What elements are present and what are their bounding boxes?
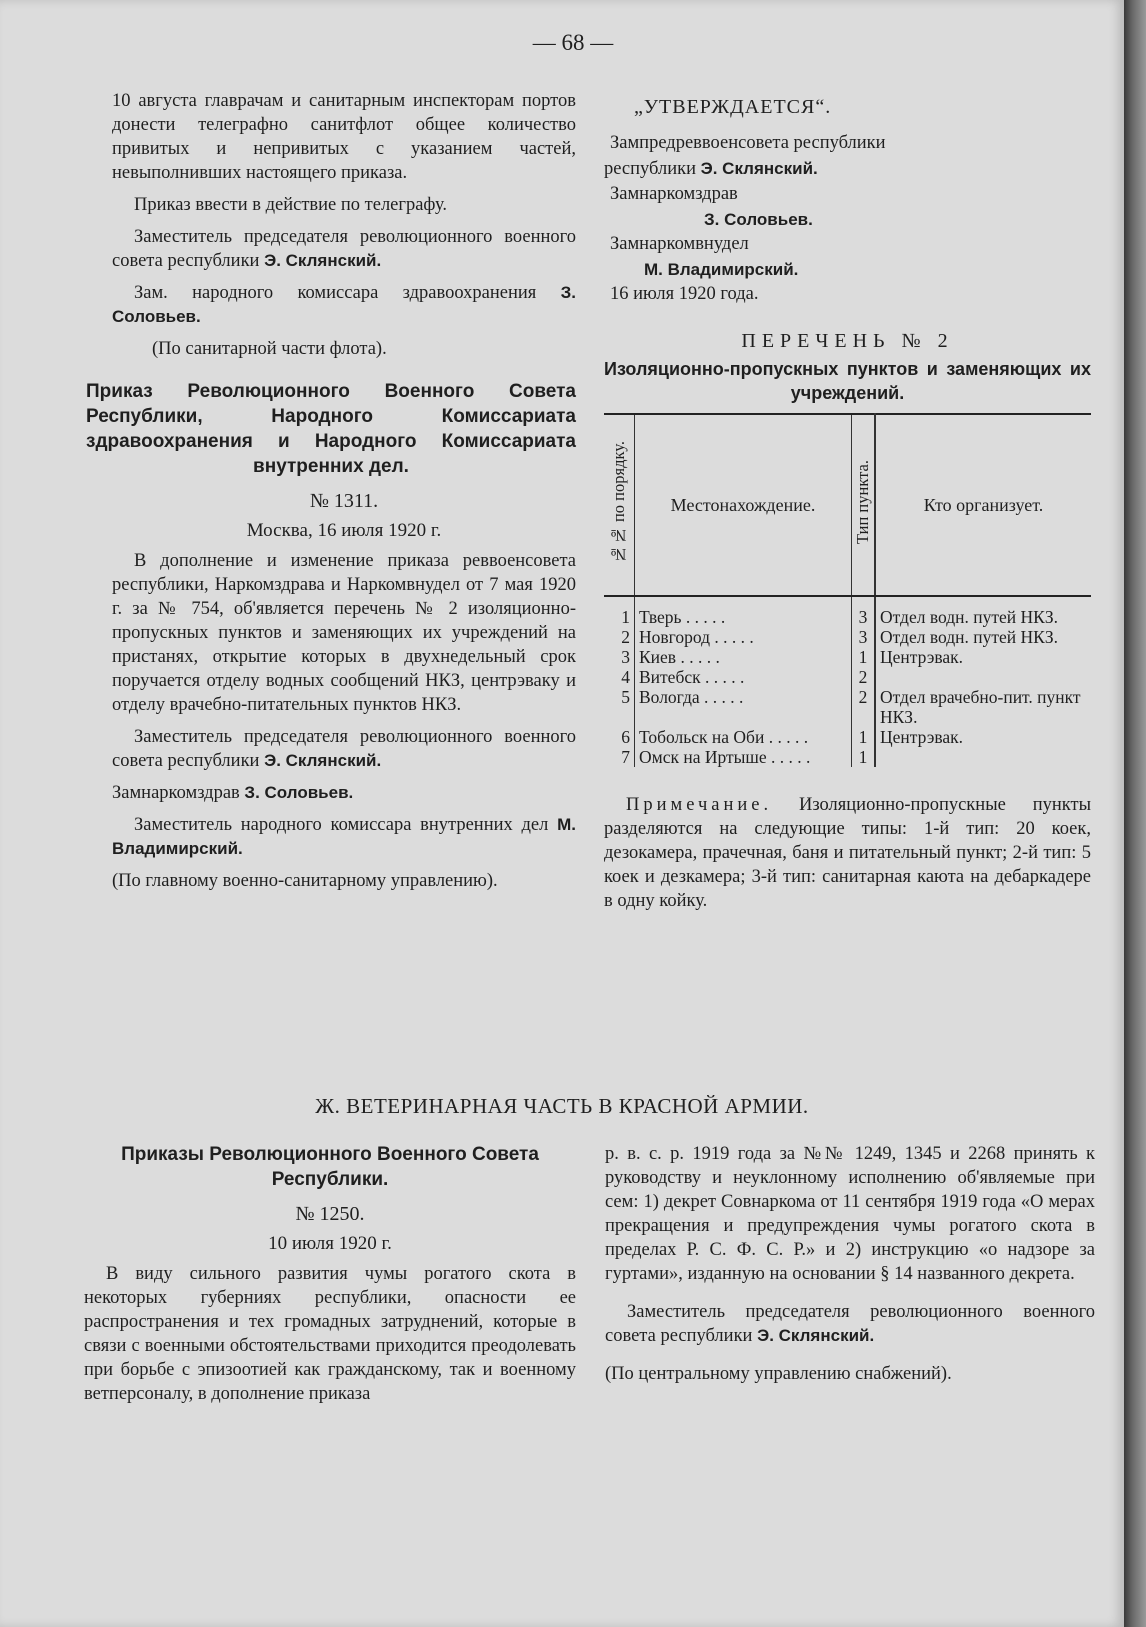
paragraph: 10 августа главрачам и санитарным инспекторам портов донести телеграфно санитфлот общее количество привитых и непривитых с указанием частей, невыполнивших настоящего приказа. — [112, 91, 576, 183]
paragraph: Приказ ввести в действие по телеграфу. — [134, 195, 447, 215]
table-row — [604, 596, 1091, 627]
signature-line: Заместитель народного комиссара внутренних дел М. Владимирский. — [112, 815, 576, 858]
cell-number: 4 — [604, 667, 635, 687]
table-note: Примечание. Изоляционно-пропускные пункты разделяются на следующие типы: 1-й тип: 20 коек, дезокамера, прачечная, баня и питательный пункт; 2-й тип: 5 коек и дезкамера; 3-й тип: санитарная каюта на дебаркадере в одну койку. — [604, 795, 1091, 911]
list-title: ПЕРЕЧЕНЬ № 2 — [741, 330, 954, 352]
signature-line: Заместитель председателя революционного военного совета республики Э. Склянский. — [112, 727, 576, 771]
cell-type: 2 — [852, 667, 876, 687]
order-number: № 1311. — [309, 490, 379, 512]
page-edge-shadow — [1124, 0, 1146, 1627]
signature-line: республики Э. Склянский. — [604, 159, 818, 179]
cell-type: 3 — [852, 596, 876, 627]
signature-name: З. Соловьев. — [704, 210, 813, 229]
cell-number: 5 — [604, 687, 635, 727]
cell-organizer: Центрэвак. — [880, 647, 964, 667]
cell-type: 2 — [852, 687, 876, 727]
points-table — [604, 413, 1091, 767]
cell-organizer: Отдел водн. путей НКЗ. — [880, 607, 1058, 627]
cell-number: 2 — [604, 627, 635, 647]
table-row — [604, 727, 1091, 747]
signature-title: Замнаркомздрав — [610, 184, 738, 204]
signature-name: Э. Склянский. — [700, 159, 818, 178]
paragraph: В виду сильного развития чумы рогатого скота в некоторых губерниях республики, опасности ее распространения и тех громадных затруднений, которые в связи с военными обстоятельствами приходится преодолевать при борьбе с эпизоотией как гражданскому, так и военному ветперсоналу, в дополнение приказа — [84, 1264, 576, 1404]
cell-organizer: Центрэвак. — [880, 727, 964, 747]
left-column-top — [86, 89, 576, 893]
table-row — [604, 667, 1091, 687]
cell-number: 3 — [604, 647, 635, 667]
orders-heading: Приказы Революционного Военного Совета Республики. — [121, 1144, 539, 1190]
cell-organizer: Отдел водн. путей НКЗ. — [880, 627, 1058, 647]
paragraph: В дополнение и изменение приказа реввоенсовета республики, Наркомздрава и Наркомвнудел от 7 мая 1920 г. за № 754, об'является перечень № 2 изоляционно-пропускных пунктов и заменяющих их учреждений на пристанях, открытие которых в двухнедельный срок поручается отделу водных сообщений НКЗ, центрэваку и отделу врачебно-питательных пунктов НКЗ. — [112, 551, 576, 715]
signature-title: Зампредреввоенсовета республики — [610, 133, 886, 153]
approval-header: „УТВЕРЖДАЕТСЯ“. — [634, 96, 832, 118]
signature-name: М. Владимирский. — [644, 260, 799, 279]
right-column-bottom — [605, 1142, 1095, 1386]
department-note: (По центральному управлению снабжений). — [605, 1364, 952, 1384]
department-note: (По главному военно-санитарному управлению). — [112, 871, 498, 891]
cell-location: Киев . . . . . — [635, 647, 852, 667]
signature-line: Замнаркомздрав З. Соловьев. — [112, 783, 354, 803]
cell-organizer: Отдел врачебно-пит. пункт НКЗ. — [880, 687, 1081, 727]
cell-type: 1 — [852, 647, 876, 667]
header-type: Тип пункта. — [852, 414, 876, 596]
header-location: Местонахождение. — [635, 414, 852, 596]
cell-location: Тобольск на Оби . . . . . — [635, 727, 852, 747]
cell-number: 1 — [604, 596, 635, 627]
section-title: Ж. ВЕТЕРИНАРНАЯ ЧАСТЬ В КРАСНОЙ АРМИИ. — [315, 1094, 809, 1118]
paragraph: р. в. с. р. 1919 года за №№ 1249, 1345 и 2268 принять к руководству и неуклонному исполнению об'являемые при сем: 1) декрет Совнаркома от 11 сентября 1919 года «О мерах прекращения и предупреждения чумы рогатого скота в пределах Р. С. Ф. С. Р.» и 2) инструкцию «о надзоре за гуртами», изданную на основании § 14 названного декрета. — [605, 1144, 1095, 1284]
signature-line: Заместитель председателя революционного военного совета республики Э. Склянский. — [605, 1302, 1095, 1346]
header-number: №№ по порядку. — [604, 414, 635, 596]
cell-location: Омск на Иртыше . . . . . — [635, 747, 852, 767]
signature-line: Зам. народного комиссара здравоохранения З. Соловьев. — [112, 283, 576, 326]
page-number: — 68 — — [532, 30, 614, 55]
cell-number: 7 — [604, 747, 635, 767]
cell-organizer — [875, 747, 1091, 767]
cell-location: Тверь . . . . . — [635, 596, 852, 627]
table-header-row — [604, 414, 1091, 596]
header-organizer: Кто организует. — [875, 414, 1091, 596]
order-date: 10 июля 1920 г. — [268, 1233, 392, 1254]
cell-type: 1 — [852, 727, 876, 747]
cell-location: Вологда . . . . . — [635, 687, 852, 727]
cell-number: 6 — [604, 727, 635, 747]
signature-line: Заместитель председателя революционного военного совета республики Э. Склянский. — [112, 227, 576, 271]
order-date: Москва, 16 июля 1920 г. — [246, 520, 442, 541]
list-subtitle: Изоляционно-пропускных пунктов и заменяющих их учреждений. — [604, 359, 1091, 403]
cell-location: Витебск . . . . . — [635, 667, 852, 687]
signature-title: Замнаркомвнудел — [610, 234, 749, 254]
left-column-bottom — [84, 1142, 576, 1406]
cell-location: Новгород . . . . . — [635, 627, 852, 647]
order-number: № 1250. — [295, 1203, 365, 1225]
approval-date: 16 июля 1920 года. — [610, 284, 759, 304]
table-row — [604, 747, 1091, 767]
cell-type: 3 — [852, 627, 876, 647]
approval-signatures — [604, 131, 1091, 307]
table-row — [604, 687, 1091, 727]
department-note: (По санитарной части флота). — [152, 339, 387, 359]
table-row — [604, 627, 1091, 647]
order-heading: Приказ Революционного Военного Совета Республики, Народного Комиссариата здравоохранения и Народного Комиссариата внутренних дел. — [86, 381, 576, 477]
cell-organizer — [875, 667, 1091, 687]
table-row — [604, 647, 1091, 667]
cell-type: 1 — [852, 747, 876, 767]
right-column-top — [604, 95, 1091, 913]
